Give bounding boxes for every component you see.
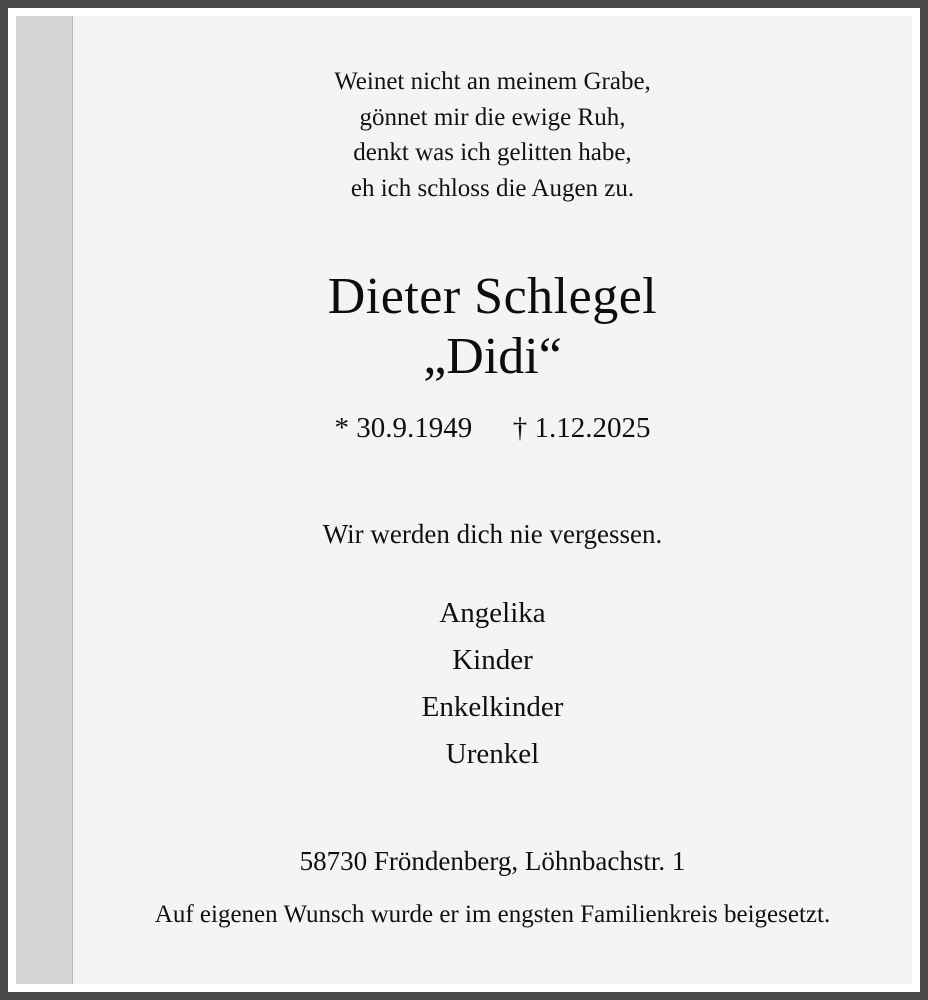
verse-line-4: eh ich schloss die Augen zu. <box>350 174 635 202</box>
verse-line-2: gönnet mir die ewige Ruh, <box>359 103 626 131</box>
life-dates <box>101 412 884 445</box>
birth-date: * 30.9.1949 <box>334 412 473 445</box>
death-date: † 1.12.2025 <box>512 412 651 445</box>
survivors-list <box>101 590 884 778</box>
memorial-line: Wir werden dich nie vergessen. <box>322 519 663 550</box>
verse-line-1: Weinet nicht an meinem Grabe, <box>334 68 651 95</box>
survivor-item: Urenkel <box>445 738 540 771</box>
deceased-nickname: „Didi“ <box>423 328 562 386</box>
name-block <box>101 268 884 386</box>
funeral-note: Auf eigenen Wunsch wurde er im engsten Familienkreis beigesetzt. <box>154 901 831 929</box>
survivor-item: Angelika <box>439 597 546 630</box>
notice-card <box>73 16 912 984</box>
address-line: 58730 Fröndenberg, Löhnbachstr. 1 <box>299 846 686 877</box>
left-gutter-bar <box>16 16 73 984</box>
verse-line-3: denkt was ich gelitten habe, <box>353 139 632 166</box>
survivor-item: Enkelkinder <box>421 691 564 724</box>
survivor-item: Kinder <box>452 644 533 677</box>
deceased-name: Dieter Schlegel <box>327 268 658 325</box>
verse-block <box>101 64 884 206</box>
